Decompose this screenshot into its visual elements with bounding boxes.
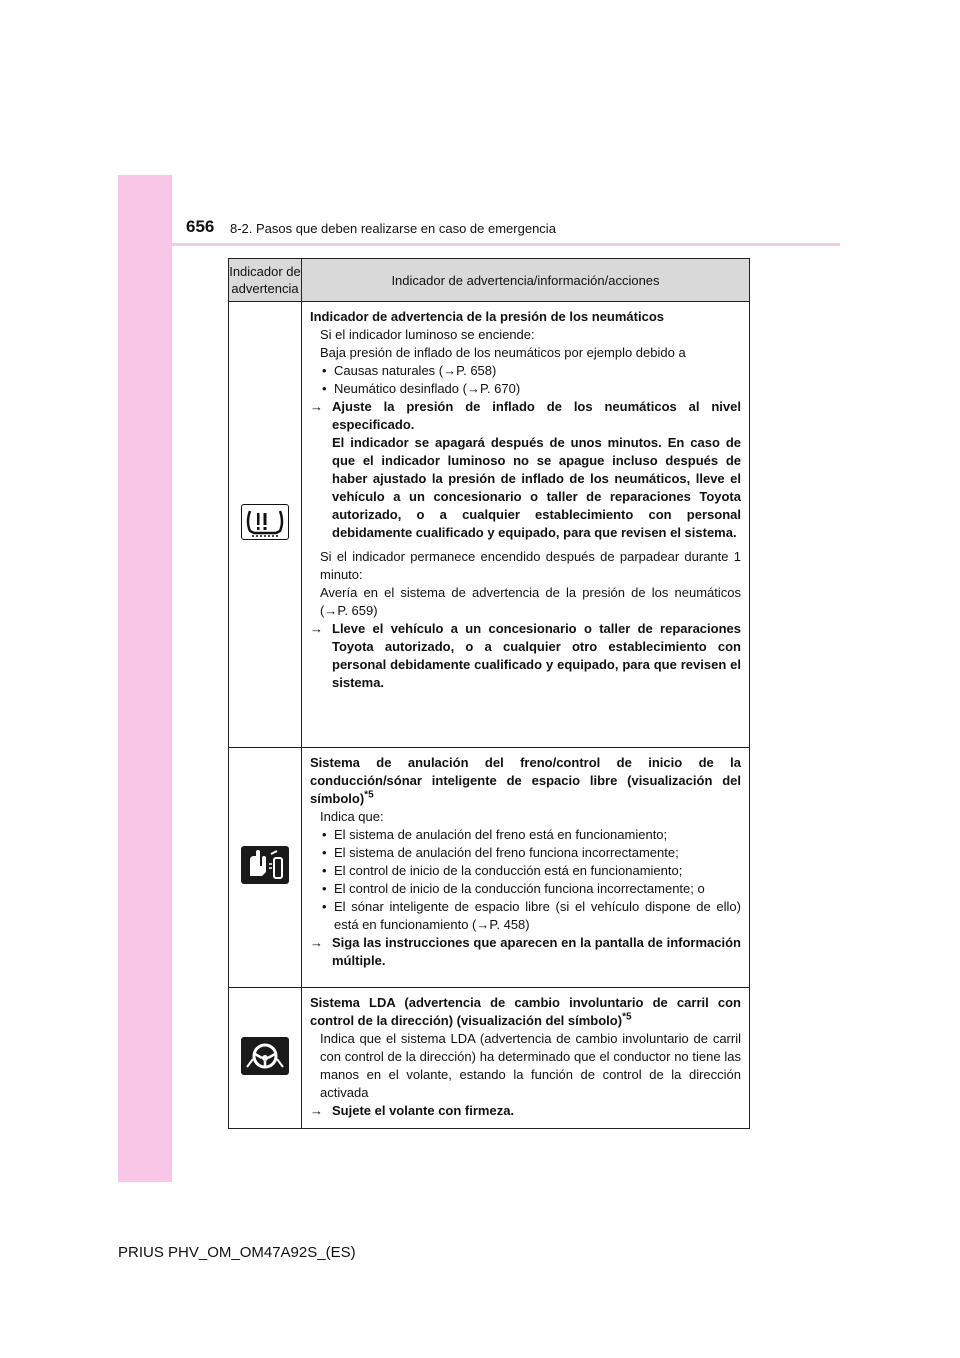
tire-pressure-warning-icon (241, 504, 289, 540)
info-line: Si el indicador permanece encendido después de parpadear durante 1 minuto: (320, 549, 741, 582)
bullet-item: • El sistema de anulación del freno está en funcionamiento; (310, 826, 741, 844)
action-text: Sujete el volante con firmeza. (332, 1103, 515, 1118)
brake-override-icon (241, 846, 289, 884)
info-line: Indica que el sistema LDA (advertencia de cambio involuntario de carril con control de la dirección) ha determinado que el conductor no tiene las manos en el volante, estando la función de control de la dirección activada (320, 1031, 741, 1100)
action-text: Siga las instrucciones que aparecen en la pantalla de información múltiple. (332, 935, 741, 968)
bullet-item: • El sónar inteligente de espacio libre (si el vehículo dispone de ello) está en funcionamiento (→P. 458) (310, 898, 741, 934)
table-row (229, 302, 750, 748)
warning-indicator-table (228, 258, 750, 1129)
icon-cell (229, 302, 302, 748)
bullet-item: • El control de inicio de la conducción funciona incorrectamente; o (310, 880, 741, 898)
arrow-icon: → (310, 935, 323, 950)
row-title: Indicador de advertencia de la presión de los neumáticos (310, 309, 664, 324)
info-line: Avería en el sistema de advertencia de la presión de los neumáticos (→P. 659) (320, 585, 741, 618)
document-code: PRIUS PHV_OM_OM47A92S_(ES) (118, 1244, 356, 1261)
col2-header: Indicador de advertencia/información/acciones (302, 259, 750, 302)
row-title (310, 994, 741, 1030)
arrow-icon: → (310, 621, 323, 636)
arrow-icon: → (310, 399, 323, 414)
section-title: 8-2. Pasos que deben realizarse en caso de emergencia (230, 221, 556, 236)
action-item (310, 934, 741, 970)
row-description (302, 302, 750, 748)
info-line: Indica que: (320, 809, 384, 824)
row-description (302, 988, 750, 1129)
action-text: Ajuste la presión de inflado de los neumáticos al nivel especificado. (332, 399, 741, 432)
action-detail: El indicador se apagará después de unos minutos. En caso de que el indicador luminoso no se apague incluso después de haber ajustado la presión de inflado de los neumáticos, lleve el vehículo a un concesionario o taller de reparaciones Toyota autorizado, o a cualquier establecimiento con personal debidamente cualificado y equipado, para que revisen el sistema. (332, 435, 741, 540)
footnote-ref: *5 (622, 1011, 632, 1023)
table-header-row (229, 259, 750, 302)
action-item (310, 1102, 741, 1120)
info-line: Si el indicador luminoso se enciende: (320, 327, 535, 342)
icon-cell (229, 988, 302, 1129)
info-line: Baja presión de inflado de los neumáticos por ejemplo debido a (320, 345, 686, 360)
steering-wheel-hands-icon (241, 1037, 289, 1075)
bullet-item: • Causas naturales (→P. 658) (310, 362, 741, 380)
col1-header: Indicador de advertencia (229, 259, 302, 302)
arrow-icon: → (310, 1103, 323, 1118)
row-title (310, 754, 741, 808)
row-title-text: Sistema LDA (advertencia de cambio involuntario de carril con control de la dirección) (visualización del símbolo) (310, 995, 741, 1028)
bullet-item: • Neumático desinflado (→P. 670) (310, 380, 741, 398)
row-description (302, 748, 750, 988)
action-item (310, 398, 741, 542)
bullet-item: • El control de inicio de la conducción está en funcionamiento; (310, 862, 741, 880)
bullet-item: • El sistema de anulación del freno funciona incorrectamente; (310, 844, 741, 862)
footnote-ref: *5 (364, 789, 374, 801)
header-rule (118, 243, 840, 246)
action-text: Lleve el vehículo a un concesionario o taller de reparaciones Toyota autorizado, o a cualquier otro establecimiento con personal debidamente cualificado y equipado, para que revisen el sistema. (332, 621, 741, 690)
row-title-text: Sistema de anulación del freno/control de inicio de la conducción/sónar inteligente de espacio libre (visualización del símbolo) (310, 755, 741, 806)
table-row (229, 988, 750, 1129)
icon-cell (229, 748, 302, 988)
page-number: 656 (186, 217, 215, 236)
action-item (310, 620, 741, 692)
table-row (229, 748, 750, 988)
side-tab-bar (118, 175, 172, 1182)
